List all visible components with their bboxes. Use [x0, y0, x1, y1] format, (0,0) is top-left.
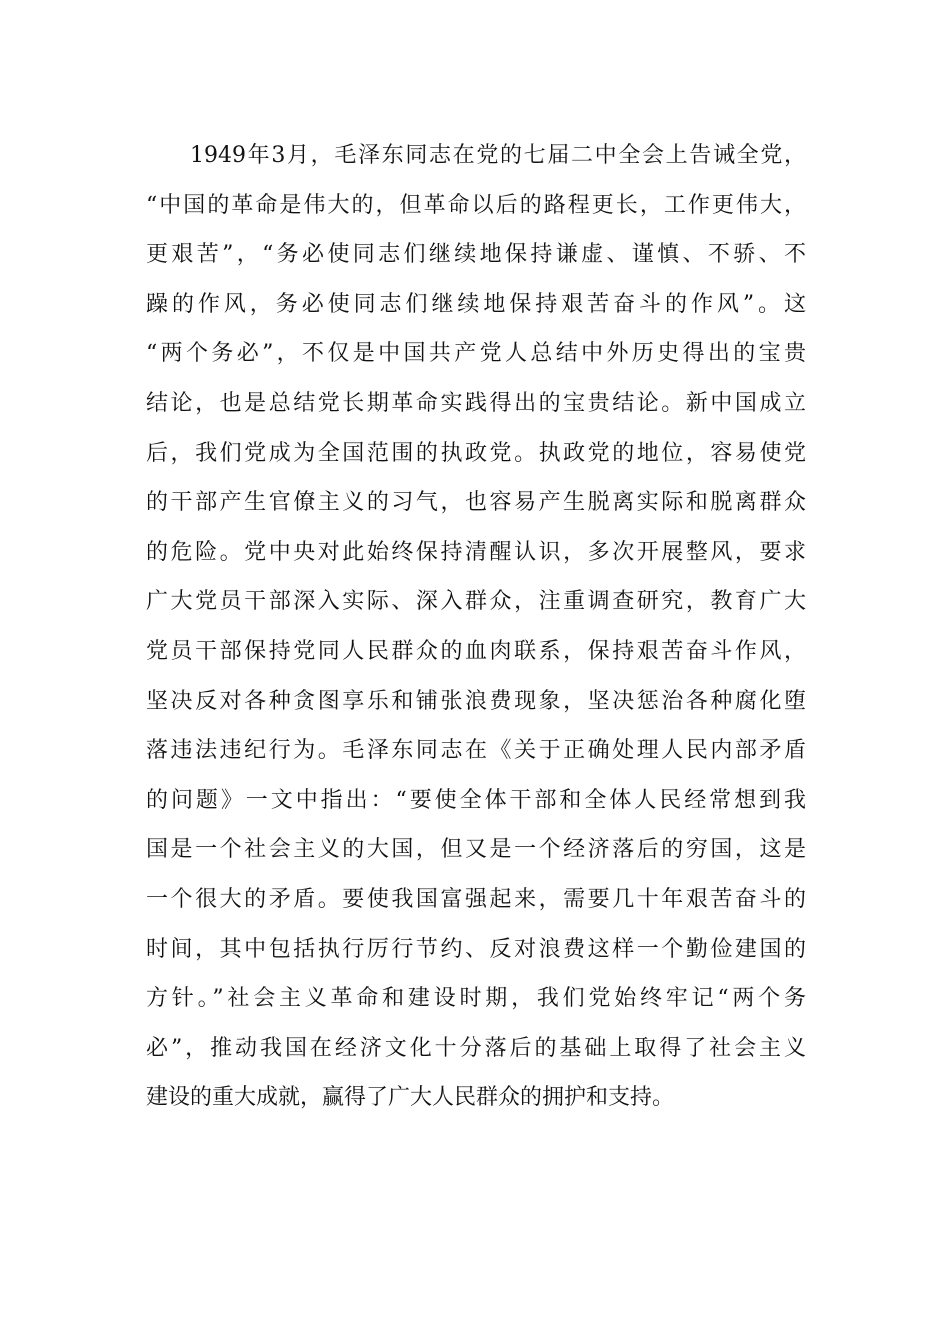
- paragraph-line: 建设的重大成就，赢得了广大人民群众的拥护和支持。: [146, 1085, 675, 1111]
- paragraph-line: 国是一个社会主义的大国，但又是一个经济落后的穷国，这是: [146, 837, 806, 863]
- paragraph-line: 广大党员干部深入实际、深入群众，注重调查研究，教育广大: [146, 589, 806, 615]
- paragraph-line: 的干部产生官僚主义的习气，也容易产生脱离实际和脱离群众: [146, 490, 806, 516]
- paragraph-line: 的危险。党中央对此始终保持清醒认识，多次开展整风，要求: [146, 539, 806, 565]
- paragraph-line: 必”，推动我国在经济文化十分落后的基础上取得了社会主义: [146, 1035, 806, 1061]
- paragraph-line: 结论，也是总结党长期革命实践得出的宝贵结论。新中国成立: [146, 390, 806, 416]
- paragraph-line: 1949年3月，毛泽东同志在党的七届二中全会上告诫全党，: [190, 143, 806, 168]
- paragraph-line: 党员干部保持党同人民群众的血肉联系，保持艰苦奋斗作风，: [146, 638, 806, 664]
- paragraph-line: 更艰苦”，“务必使同志们继续地保持谦虚、谨慎、不骄、不: [146, 242, 806, 268]
- paragraph-line: 坚决反对各种贪图享乐和铺张浪费现象，坚决惩治各种腐化堕: [146, 688, 806, 714]
- paragraph-line: 落违法违纪行为。毛泽东同志在《关于正确处理人民内部矛盾: [146, 738, 806, 764]
- paragraph-line: 一个很大的矛盾。要使我国富强起来，需要几十年艰苦奋斗的: [146, 886, 806, 912]
- paragraph-line: 方针。”社会主义革命和建设时期，我们党始终牢记“两个务: [146, 986, 806, 1012]
- paragraph-line: 时间，其中包括执行厉行节约、反对浪费这样一个勤俭建国的: [146, 936, 806, 962]
- paragraph-line: 后，我们党成为全国范围的执政党。执政党的地位，容易使党: [146, 440, 806, 466]
- paragraph-line: 躁的作风，务必使同志们继续地保持艰苦奋斗的作风”。这: [146, 291, 806, 317]
- paragraph-line: “两个务必”，不仅是中国共产党人总结中外历史得出的宝贵: [146, 341, 806, 367]
- paragraph-line: “中国的革命是伟大的，但革命以后的路程更长，工作更伟大，: [146, 192, 806, 218]
- body-paragraph: [146, 131, 806, 1123]
- paragraph-line: 的问题》一文中指出：“要使全体干部和全体人民经常想到我: [146, 787, 806, 813]
